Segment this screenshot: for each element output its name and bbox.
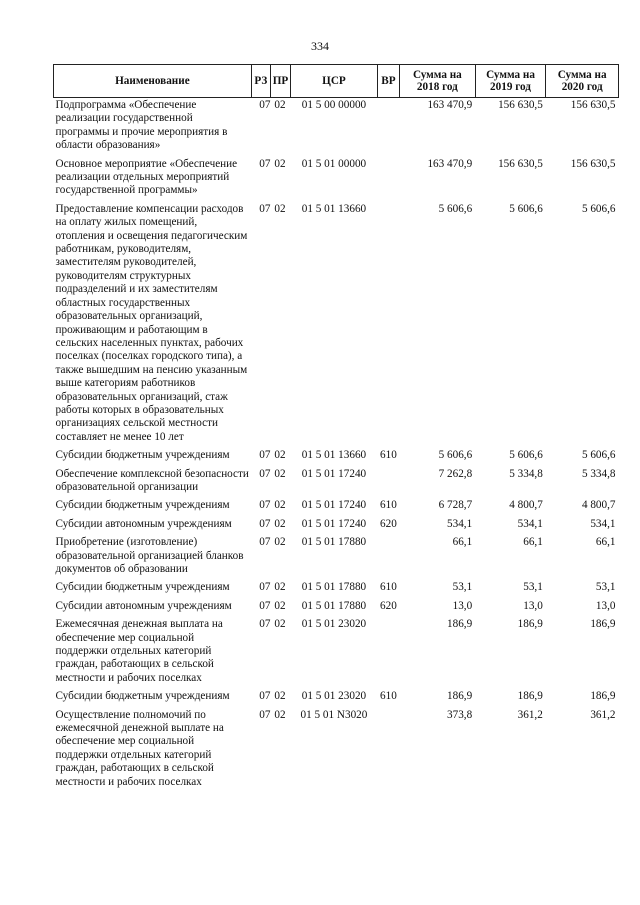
row-sum-2018: 163 470,9 <box>427 99 473 111</box>
table-row <box>54 467 619 499</box>
row-name: Предоставление компенсации расходов на оплату жилых помещений, отопления и освещения педагогическим работникам, руководителям, заместителям руководителей, руководителям структурных подразделений и их заместителям областных государственных образовательных организаций, проживающим и работающим в сельских населенных пунктах, рабочих поселках (поселках городского типа), а также вышедшим на пенсию указанным выше категориям работников образовательных организаций, стаж работы которых в образовательных организациях сельской местности составляет не менее 10 лет <box>55 202 248 443</box>
page-number: 334 <box>311 39 329 53</box>
table-row <box>54 535 619 580</box>
table-row <box>54 517 619 535</box>
table-row <box>54 498 619 516</box>
row-vr: 620 <box>380 599 397 612</box>
row-sum-2018: 7 262,8 <box>438 467 473 480</box>
row-sum-2020: 5 334,8 <box>581 467 616 480</box>
row-vr: 620 <box>380 517 397 530</box>
row-csr: 01 5 01 23020 <box>301 618 367 631</box>
row-name: Основное мероприятие «Обеспечение реализации отдельных мероприятий государственной программы» <box>55 157 238 197</box>
row-vr <box>377 157 399 202</box>
row-pr: 02 <box>274 581 286 594</box>
row-name: Ежемесячная денежная выплата на обеспечение мер социальной поддержки отдельных категорий граждан, работающих в сельской местности и рабочих поселках <box>55 618 223 684</box>
table-row <box>54 708 619 793</box>
table-row <box>54 580 619 598</box>
row-sum-2018: 163 470,9 <box>427 157 473 170</box>
row-rz: 07 <box>259 99 271 111</box>
row-sum-2020: 13,0 <box>595 599 616 612</box>
row-pr: 02 <box>274 499 286 512</box>
table-row <box>54 448 619 466</box>
row-name: Субсидии автономным учреждениям <box>55 517 232 530</box>
row-csr: 01 5 01 N3020 <box>300 708 368 721</box>
row-rz: 07 <box>259 618 271 631</box>
row-rz: 07 <box>259 536 271 549</box>
table-row <box>54 599 619 617</box>
row-csr: 01 5 01 17240 <box>301 467 367 480</box>
row-csr: 01 5 01 17240 <box>301 517 367 530</box>
row-csr: 01 5 01 17880 <box>301 536 367 549</box>
row-rz: 07 <box>259 599 271 612</box>
row-pr: 02 <box>274 99 286 111</box>
row-pr: 02 <box>274 599 286 612</box>
header-sum-2019: Сумма на 2019 год <box>475 65 546 98</box>
row-sum-2018: 186,9 <box>447 690 473 703</box>
row-sum-2018: 6 728,7 <box>438 499 473 512</box>
row-sum-2018: 5 606,6 <box>438 449 473 462</box>
row-csr: 01 5 01 13660 <box>301 449 367 462</box>
row-vr: 610 <box>380 499 397 512</box>
row-sum-2020: 66,1 <box>595 536 616 549</box>
row-vr <box>377 98 399 157</box>
row-rz: 07 <box>259 467 271 480</box>
row-csr: 01 5 01 00000 <box>301 157 367 170</box>
row-name: Субсидии бюджетным учреждениям <box>55 499 230 512</box>
row-sum-2018: 53,1 <box>452 581 473 594</box>
row-name: Субсидии бюджетным учреждениям <box>55 581 230 594</box>
row-sum-2019: 66,1 <box>523 536 543 549</box>
row-sum-2020: 5 606,6 <box>581 449 616 462</box>
row-sum-2019: 186,9 <box>517 690 543 703</box>
row-sum-2020: 4 800,7 <box>581 499 616 512</box>
row-vr <box>377 617 399 689</box>
row-sum-2018: 13,0 <box>452 599 473 612</box>
row-sum-2019: 13,0 <box>523 599 543 612</box>
row-sum-2020: 534,1 <box>590 517 616 530</box>
row-sum-2019: 361,2 <box>517 708 543 721</box>
row-sum-2018: 373,8 <box>447 708 473 721</box>
row-name: Осуществление полномочий по ежемесячной денежной выплате на обеспечение мер социальной поддержки отдельных категорий граждан, работающих в сельской местности и рабочих поселках <box>55 708 224 788</box>
row-rz: 07 <box>259 517 271 530</box>
row-rz: 07 <box>259 581 271 594</box>
table-body <box>54 98 619 794</box>
row-rz: 07 <box>259 708 271 721</box>
row-sum-2019: 5 606,6 <box>509 202 543 215</box>
row-vr <box>377 535 399 580</box>
row-vr: 610 <box>380 690 397 703</box>
row-name: Приобретение (изготовление) образовательной организацией бланков документов об образовании <box>55 536 244 575</box>
row-sum-2020: 5 606,6 <box>581 202 616 215</box>
row-csr: 01 5 01 17880 <box>301 581 367 594</box>
row-csr: 01 5 00 00000 <box>301 99 367 111</box>
table-row <box>54 617 619 689</box>
header-name: Наименование <box>54 65 252 98</box>
header-sum-2020: Сумма на 2020 год <box>546 65 619 98</box>
row-sum-2018: 5 606,6 <box>438 202 473 215</box>
row-sum-2019: 53,1 <box>523 581 543 594</box>
row-vr: 610 <box>380 449 397 462</box>
row-pr: 02 <box>274 690 286 703</box>
row-csr: 01 5 01 23020 <box>301 690 367 703</box>
row-csr: 01 5 01 13660 <box>301 202 367 215</box>
row-vr <box>377 467 399 499</box>
row-rz: 07 <box>259 202 271 215</box>
row-pr: 02 <box>274 449 286 462</box>
row-sum-2020: 186,9 <box>590 618 616 631</box>
header-csr: ЦСР <box>291 65 378 98</box>
row-sum-2019: 534,1 <box>517 517 543 530</box>
row-sum-2018: 186,9 <box>447 618 473 631</box>
row-sum-2020: 361,2 <box>590 708 616 721</box>
row-pr: 02 <box>274 467 286 480</box>
row-rz: 07 <box>259 449 271 462</box>
header-pr: ПР <box>270 65 290 98</box>
row-sum-2019: 5 334,8 <box>509 467 543 480</box>
row-sum-2020: 156 630,5 <box>570 157 616 170</box>
row-sum-2019: 156 630,5 <box>498 157 543 170</box>
row-name: Обеспечение комплексной безопасности образовательной организации <box>55 467 249 493</box>
budget-table <box>53 64 619 793</box>
row-sum-2018: 534,1 <box>447 517 473 530</box>
row-pr: 02 <box>274 536 286 549</box>
row-sum-2020: 186,9 <box>590 690 616 703</box>
table-row <box>54 157 619 202</box>
row-pr: 02 <box>274 708 286 721</box>
row-vr <box>377 202 399 448</box>
table-row <box>54 98 619 157</box>
row-sum-2018: 66,1 <box>452 536 473 549</box>
row-rz: 07 <box>259 690 271 703</box>
row-name: Субсидии бюджетным учреждениям <box>55 449 230 462</box>
row-rz: 07 <box>259 499 271 512</box>
row-sum-2019: 156 630,5 <box>498 99 543 111</box>
table-row <box>54 202 619 448</box>
table-header-row <box>54 65 619 98</box>
row-sum-2019: 4 800,7 <box>509 499 543 512</box>
row-pr: 02 <box>274 517 286 530</box>
row-sum-2020: 53,1 <box>595 581 616 594</box>
row-rz: 07 <box>259 157 271 170</box>
row-sum-2019: 5 606,6 <box>509 449 543 462</box>
row-name: Субсидии бюджетным учреждениям <box>55 690 230 703</box>
row-name: Субсидии автономным учреждениям <box>55 599 232 612</box>
row-vr: 610 <box>380 581 397 594</box>
row-name: Подпрограмма «Обеспечение реализации государственной программы и прочие мероприятия в области образования» <box>55 99 228 152</box>
row-sum-2019: 186,9 <box>517 618 543 631</box>
table-row <box>54 689 619 707</box>
row-pr: 02 <box>274 202 286 215</box>
row-sum-2020: 156 630,5 <box>570 99 616 111</box>
header-vr: ВР <box>377 65 399 98</box>
header-rz: РЗ <box>251 65 270 98</box>
row-csr: 01 5 01 17880 <box>301 599 367 612</box>
row-vr <box>377 708 399 793</box>
row-pr: 02 <box>274 618 286 631</box>
row-csr: 01 5 01 17240 <box>301 499 367 512</box>
header-sum-2018: Сумма на 2018 год <box>400 65 476 98</box>
row-pr: 02 <box>274 157 286 170</box>
